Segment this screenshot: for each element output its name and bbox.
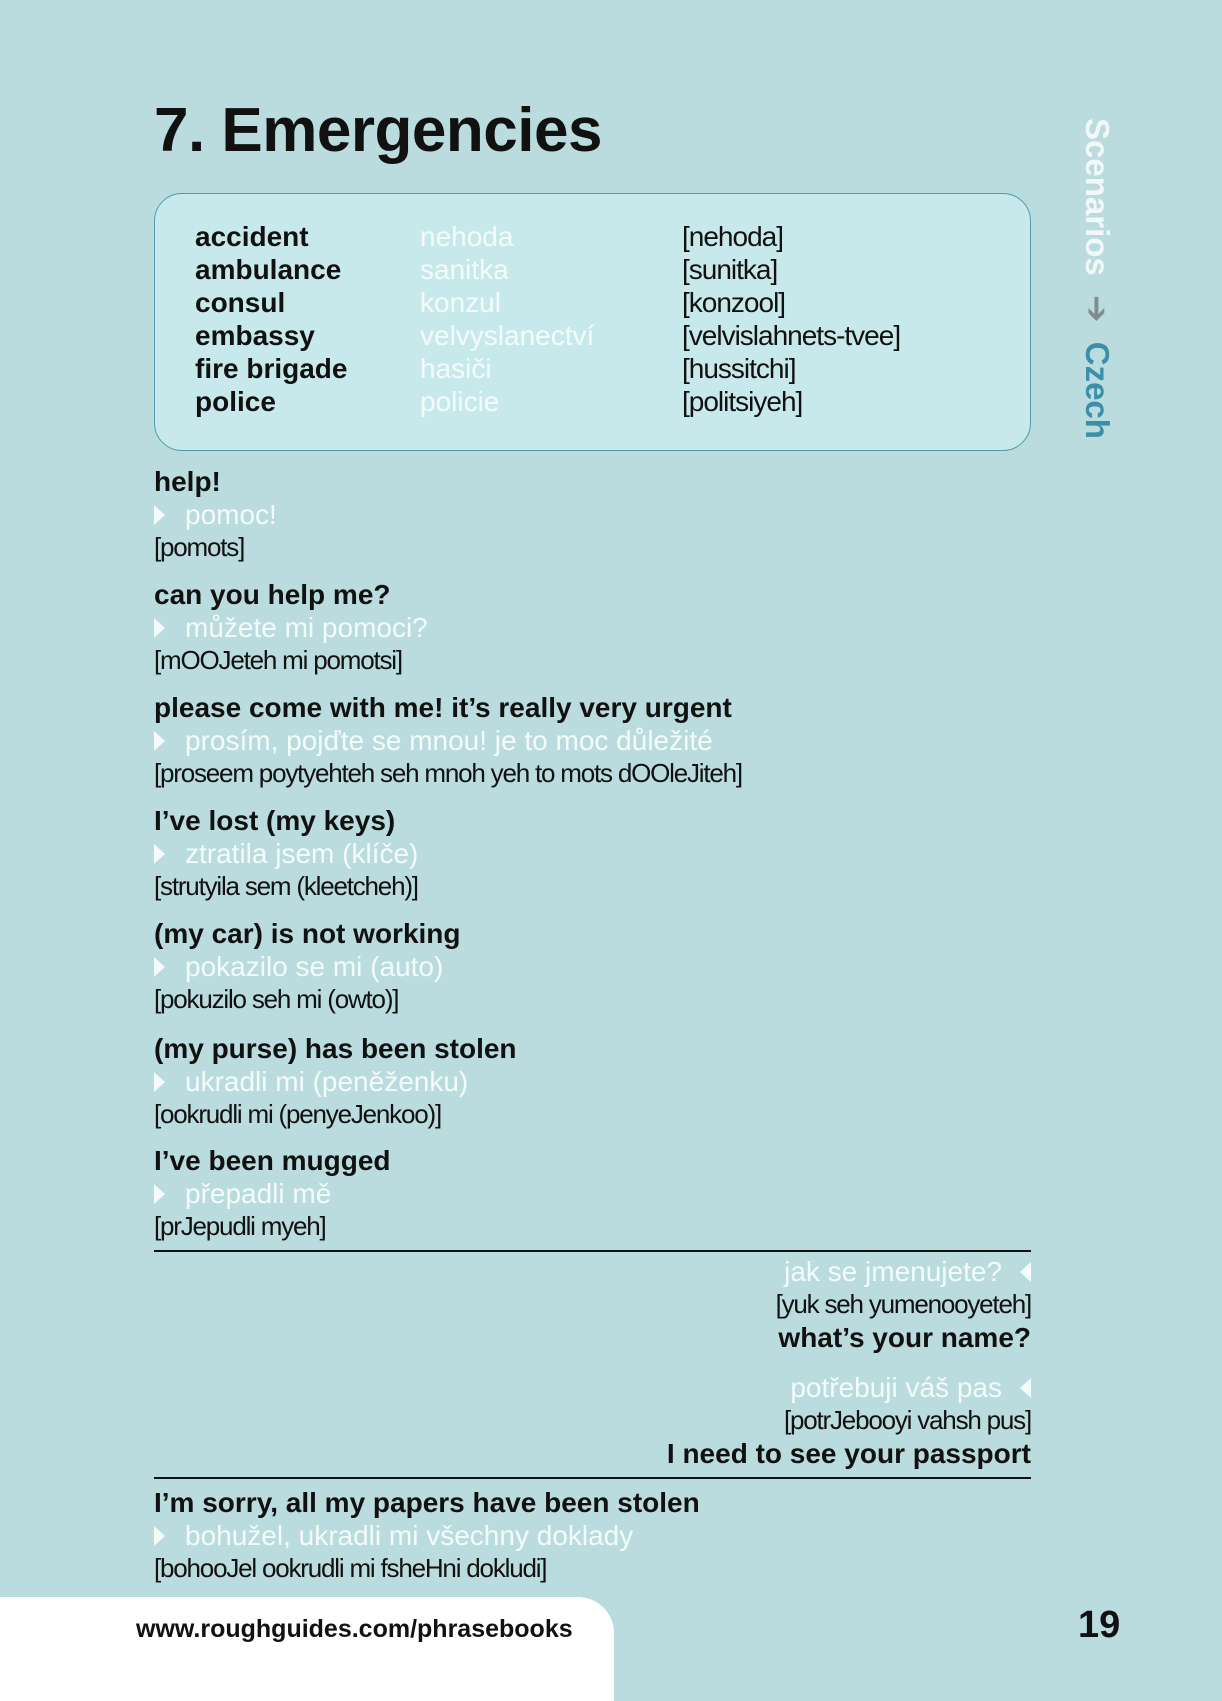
- vocab-english: consul: [195, 287, 286, 318]
- phrase-czech-line: [154, 1177, 391, 1210]
- vocab-czech: sanitka: [420, 254, 509, 285]
- footer-url-link[interactable]: www.roughguides.com/phrasebooks: [136, 1615, 573, 1643]
- phrase-pronunciation: [bohooJel ookrudli mi fsheHni dokludi]: [154, 1553, 547, 1583]
- vocab-english: embassy: [195, 320, 315, 351]
- phrase-czech: pokazilo se mi (auto): [185, 951, 444, 982]
- phrase-czech: můžete mi pomoci?: [185, 612, 428, 643]
- vocabulary-box: [154, 193, 1031, 451]
- vocab-english: police: [195, 386, 276, 417]
- phrase-pronunciation: [prJepudli myeh]: [154, 1211, 326, 1241]
- vocab-pronunciation: [velvislahnets-tvee]: [682, 320, 901, 351]
- reply-czech-line: [776, 1255, 1031, 1288]
- phrase-pronunciation: [pomots]: [154, 532, 245, 562]
- play-triangle-icon: [154, 844, 165, 864]
- phrase-czech-line: [154, 1519, 700, 1552]
- vocab-pronunciation: [konzool]: [682, 287, 786, 318]
- play-triangle-icon: [154, 731, 165, 751]
- vocab-pronunciation: [nehoda]: [682, 221, 783, 252]
- phrase-czech: ztratila jsem (klíče): [185, 838, 419, 869]
- phrase-pronunciation: [proseem poytyehteh seh mnoh yeh to mots dOOleJiteh]: [154, 758, 742, 788]
- phrase-entry: [154, 691, 742, 790]
- page-number: 19: [1078, 1604, 1121, 1646]
- phrase-entry: [154, 578, 428, 677]
- phrase-pronunciation: [strutyila sem (kleetcheh)]: [154, 871, 418, 901]
- phrase-entry: [154, 1144, 391, 1243]
- play-triangle-icon: [154, 505, 165, 525]
- phrase-english: help!: [154, 466, 221, 497]
- language-label: Czech: [1079, 341, 1116, 439]
- reply-czech: jak se jmenujete?: [784, 1256, 1002, 1287]
- vocab-row: [155, 221, 1030, 254]
- vocab-english: accident: [195, 221, 309, 252]
- phrase-english: can you help me?: [154, 579, 391, 610]
- arrow-right-icon: ➔: [1079, 294, 1116, 323]
- phrase-entry: [154, 1486, 700, 1585]
- phrase-english: please come with me! it’s really very urgent: [154, 692, 732, 723]
- phrase-pronunciation: [pokuzilo seh mi (owto)]: [154, 984, 399, 1014]
- phrase-pronunciation: [mOOJeteh mi pomotsi]: [154, 645, 402, 675]
- vocab-pronunciation: [sunitka]: [682, 254, 778, 285]
- reverse-triangle-icon: [1020, 1262, 1031, 1282]
- vocab-row: [155, 386, 1030, 419]
- play-triangle-icon: [154, 1184, 165, 1204]
- phrase-english: I’ve been mugged: [154, 1145, 391, 1176]
- phrase-czech-line: [154, 837, 418, 870]
- vocab-english: fire brigade: [195, 353, 348, 384]
- section-side-tab: [1081, 118, 1114, 439]
- phrase-entry: [154, 465, 277, 564]
- vocab-row: [155, 287, 1030, 320]
- reply-czech: potřebuji váš pas: [790, 1372, 1002, 1403]
- section-label: Scenarios: [1079, 118, 1116, 276]
- phrase-entry: [154, 917, 461, 1016]
- vocab-czech: policie: [420, 386, 500, 417]
- page-title: 7. Emergencies: [154, 96, 602, 165]
- phrase-czech: pomoc!: [185, 499, 277, 530]
- phrase-czech-line: [154, 611, 428, 644]
- phrase-entry: [154, 1032, 517, 1131]
- reply-pronunciation: [potrJebooyi vahsh pus]: [783, 1405, 1031, 1435]
- vocab-czech: hasiči: [420, 353, 492, 384]
- phrase-entry: [154, 804, 418, 903]
- phrase-pronunciation: [ookrudli mi (penyeJenkoo)]: [154, 1099, 441, 1129]
- phrase-english: (my purse) has been stolen: [154, 1033, 517, 1064]
- phrase-czech: bohužel, ukradli mi všechny doklady: [185, 1520, 634, 1551]
- reply-english: I need to see your passport: [666, 1438, 1031, 1469]
- vocab-czech: konzul: [420, 287, 501, 318]
- phrase-english: I’ve lost (my keys): [154, 805, 396, 836]
- phrase-english: I’m sorry, all my papers have been stolen: [154, 1487, 700, 1518]
- play-triangle-icon: [154, 957, 165, 977]
- phrase-czech-line: [154, 724, 742, 757]
- footer-tab: [0, 1597, 614, 1701]
- play-triangle-icon: [154, 618, 165, 638]
- reply-czech-line: [667, 1371, 1031, 1404]
- reverse-triangle-icon: [1020, 1378, 1031, 1398]
- phrase-czech: ukradli mi (peněženku): [185, 1066, 469, 1097]
- phrase-czech: prosím, pojďte se mnou! je to moc důležité: [185, 725, 713, 756]
- reply-english: what’s your name?: [778, 1322, 1031, 1353]
- vocab-row: [155, 320, 1030, 353]
- vocab-czech: nehoda: [420, 221, 514, 252]
- vocab-row: [155, 353, 1030, 386]
- vocab-row: [155, 254, 1030, 287]
- vocab-pronunciation: [politsiyeh]: [682, 386, 803, 417]
- section-divider: [154, 1477, 1031, 1479]
- phrase-czech-line: [154, 1065, 517, 1098]
- vocab-czech: velvyslanectví: [420, 320, 595, 351]
- reply-entry: [776, 1255, 1031, 1354]
- section-divider: [154, 1250, 1031, 1252]
- vocab-english: ambulance: [195, 254, 342, 285]
- phrase-czech: přepadli mě: [185, 1178, 332, 1209]
- play-triangle-icon: [154, 1526, 165, 1546]
- vocab-pronunciation: [hussitchi]: [682, 353, 796, 384]
- phrase-czech-line: [154, 498, 277, 531]
- phrase-english: (my car) is not working: [154, 918, 461, 949]
- play-triangle-icon: [154, 1072, 165, 1092]
- reply-pronunciation: [yuk seh yumenooyeteh]: [775, 1289, 1031, 1319]
- reply-entry: [667, 1371, 1031, 1470]
- phrase-czech-line: [154, 950, 461, 983]
